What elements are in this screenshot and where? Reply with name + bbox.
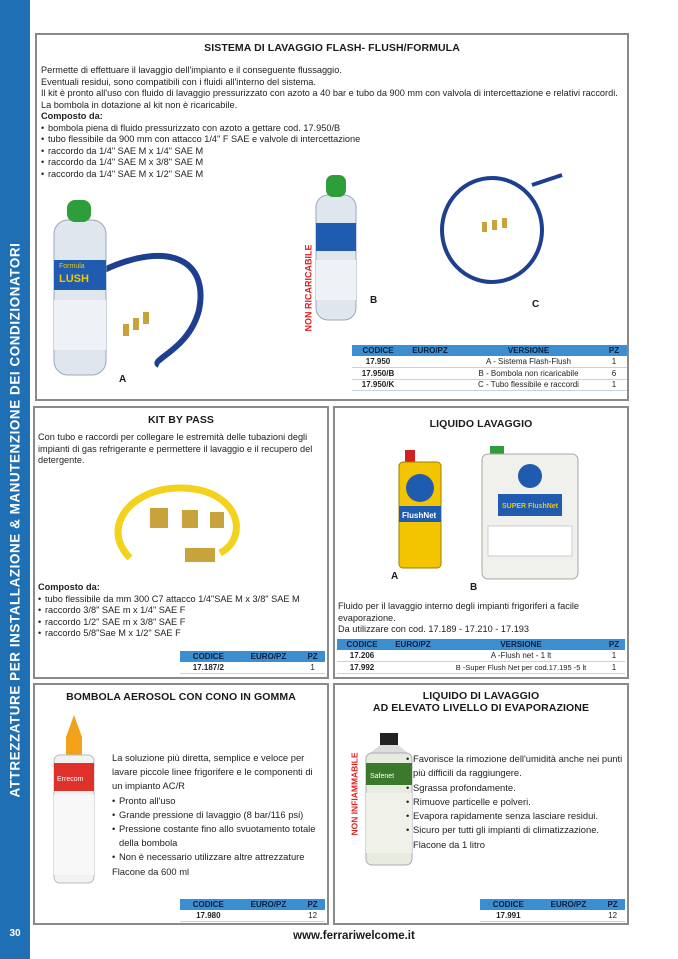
section-intro: Con tubo e raccordi per collegare le estremità delle tubazioni degli impianti di gas refrigerante e permettere il lavaggio e il recupero del detergente. [38, 432, 313, 465]
description-line: Fluido per il lavaggio interno degli impianti frigoriferi a facile evaporazione. [338, 601, 580, 623]
table-row [480, 910, 625, 922]
description-line: Da utilizzare con cod. 17.189 - 17.210 - 17.193 [338, 624, 530, 634]
list-item: • Pressione costante fino allo svuotamento totale della bombola [112, 822, 324, 850]
description-text: La soluzione più diretta, semplice e veloce per lavare piccole linee frigorifere e le componenti di un impianto AC/R [112, 752, 313, 792]
table-cell [237, 662, 300, 674]
table-cell: 17.206 [337, 650, 387, 662]
super-flushnet-tank-image [480, 446, 580, 581]
section-intro [41, 65, 625, 180]
product-table [352, 345, 627, 391]
table-cell: 17.950/K [352, 379, 404, 391]
table-row [337, 650, 625, 662]
table-cell: B -Super Flush Net per cod.17.195 -5 lt [439, 662, 603, 674]
table-row [337, 662, 625, 674]
intro-line: Il kit è pronto all'uso con fluido di lavaggio pressurizzato con azoto a 40 bar e tubo da 900 mm con valvola di intercettazione e relativi raccordi. [41, 88, 618, 98]
component-block [38, 582, 326, 640]
list-item: • Sicuro per tutti gli impianti di climatizzazione. [406, 823, 625, 837]
svg-text:FlushNet: FlushNet [402, 511, 437, 520]
list-item: • Pronto all'uso [112, 794, 324, 808]
component-list [38, 594, 326, 640]
bottle-b-image [314, 175, 358, 325]
section-title: BOMBOLA AEROSOL CON CONO IN GOMMA [66, 691, 296, 703]
table-row [352, 356, 627, 368]
section-description [406, 752, 625, 852]
table-cell [537, 910, 600, 922]
hose-c-image [437, 170, 567, 290]
photo-label-a: A [391, 571, 399, 582]
section-kit-by-pass [33, 406, 329, 679]
table-cell: 1 [601, 356, 627, 368]
table-header: EURO/PZ [237, 899, 300, 910]
list-item: • Evapora rapidamente senza lasciare residui. [406, 809, 625, 823]
table-header: EURO/PZ [387, 639, 439, 650]
list-item: • Sgrassa profondamente. [406, 781, 625, 795]
table-cell: A - Sistema Flash-Flush [456, 356, 601, 368]
title-line: AD ELEVATO LIVELLO DI EVAPORAZIONE [372, 702, 590, 714]
flush-kit-image [49, 200, 219, 380]
section-title: KIT BY PASS [147, 414, 215, 426]
section-bombola-aerosol [33, 683, 329, 925]
table-row [352, 368, 627, 380]
non-ricaricabile-label: NON RICARICABILE [303, 244, 314, 332]
list-item: • Favorisce la rimozione dell'umidità anche nei punti più difficili da raggiungere. [406, 752, 625, 781]
list-item: • bombola piena di fluido pressurizzato con azoto a gettare cod. 17.950/B [41, 123, 625, 135]
composto-label: Composto da: [41, 111, 103, 121]
table-header: CODICE [480, 899, 537, 910]
composto-label: Composto da: [38, 582, 100, 592]
table-header: PZ [601, 345, 627, 356]
table-header: VERSIONE [456, 345, 601, 356]
footer-url[interactable]: www.ferrariwelcome.it [293, 930, 415, 942]
table-cell: 12 [600, 910, 625, 922]
table-row [180, 662, 325, 674]
table-cell: 1 [603, 662, 625, 674]
table-cell [404, 379, 456, 391]
table-header: PZ [300, 651, 325, 662]
product-table [480, 899, 625, 922]
feature-list [112, 794, 324, 865]
table-header: CODICE [337, 639, 387, 650]
table-header: VERSIONE [439, 639, 603, 650]
svg-text:SUPER FlushNet: SUPER FlushNet [502, 503, 559, 510]
table-cell [404, 368, 456, 380]
intro-line: La bombola in dotazione al kit non è ricaricabile. [41, 99, 238, 110]
table-cell: 1 [300, 662, 325, 674]
table-cell: C - Tubo flessibile e raccordi [456, 379, 601, 391]
sidebar [0, 0, 30, 959]
table-header: CODICE [352, 345, 404, 356]
list-item: • tubo flessibile da 900 mm con attacco 1/4" F SAE e valvole di intercettazione [41, 134, 625, 146]
table-cell [404, 356, 456, 368]
table-header: EURO/PZ [404, 345, 456, 356]
table-cell: 17.950/B [352, 368, 404, 380]
table-cell: A -Flush net - 1 lt [439, 650, 603, 662]
section-liquido-evaporazione [333, 683, 629, 925]
list-item: • raccordo da 1/4" SAE M x 3/8" SAE M [41, 157, 625, 169]
list-item: • Non è necessario utilizzare altre attrezzature [112, 850, 324, 864]
photo-label-c: C [532, 299, 540, 310]
photo-label-b: B [370, 295, 378, 306]
list-item: • Grande pressione di lavaggio (8 bar/116 psi) [112, 808, 324, 822]
photo-label-a: A [119, 374, 127, 385]
svg-text:Errecom: Errecom [57, 776, 84, 783]
list-item: • raccordo da 1/4" SAE M x 1/2" SAE M [41, 169, 625, 181]
table-cell: 17.950 [352, 356, 404, 368]
page-number: 30 [9, 928, 21, 939]
section-title [335, 690, 627, 714]
product-table [337, 639, 625, 674]
by-pass-kit-image [110, 468, 260, 578]
table-cell: 12 [300, 910, 325, 922]
list-item: • raccordo 3/8" SAE m x 1/4" SAE F [38, 605, 326, 617]
table-header: PZ [603, 639, 625, 650]
table-header: PZ [300, 899, 325, 910]
product-table [180, 899, 325, 922]
svg-text:LUSH: LUSH [59, 273, 89, 285]
intro-line: Eventuali residui, sono compatibili con i fluidi all'interno del sistema. [41, 76, 316, 87]
table-header: EURO/PZ [237, 651, 300, 662]
aerosol-can-image [52, 715, 96, 885]
section-description [112, 751, 324, 879]
photo-label-b: B [470, 582, 478, 593]
flushnet-can-image [397, 450, 443, 570]
list-item: • raccordo 5/8"Sae M x 1/2" SAE F [38, 628, 326, 640]
section-title: SISTEMA DI LAVAGGIO FLASH- FLUSH/FORMULA [204, 42, 460, 54]
section-title: LIQUIDO LAVAGGIO [429, 418, 533, 430]
list-item: • raccordo 1/2" SAE m x 3/8" SAE F [38, 617, 326, 629]
table-cell [387, 662, 439, 674]
intro-line: Permette di effettuare il lavaggio dell'impianto e il conseguente flussaggio. [41, 65, 342, 75]
table-cell: 17.991 [480, 910, 537, 922]
capacity-line: Flacone da 600 ml [112, 865, 190, 877]
table-cell: 17.992 [337, 662, 387, 674]
section-description [338, 601, 626, 636]
list-item: • tubo flessibile da mm 300 C7 attacco 1/4"SAE M x 3/8" SAE M [38, 594, 326, 606]
table-cell: 6 [601, 368, 627, 380]
section-liquido-lavaggio [333, 406, 629, 679]
table-cell [237, 910, 300, 922]
feature-list [406, 752, 625, 838]
table-cell: 17.187/2 [180, 662, 237, 674]
table-cell [387, 650, 439, 662]
list-item: • raccordo da 1/4" SAE M x 1/4" SAE M [41, 146, 625, 158]
capacity-line: Flacone da 1 litro [413, 838, 485, 850]
svg-text:Formula: Formula [59, 263, 85, 270]
table-header: PZ [600, 899, 625, 910]
sidebar-title: ATTREZZATURE PER INSTALLAZIONE & MANUTENZIONE DEI CONDIZIONATORI [7, 242, 23, 798]
table-header: CODICE [180, 899, 237, 910]
svg-text:Safenet: Safenet [370, 773, 395, 780]
table-row [180, 910, 325, 922]
section-flush-system [35, 33, 629, 401]
product-table [180, 651, 325, 674]
table-cell: B - Bombola non ricaricabile [456, 368, 601, 380]
non-infiammabile-label: NON INFIAMMABILE [349, 752, 360, 836]
table-cell: 1 [603, 650, 625, 662]
table-header: EURO/PZ [537, 899, 600, 910]
table-header: CODICE [180, 651, 237, 662]
list-item: • Rimuove particelle e polveri. [406, 795, 625, 809]
table-row [352, 379, 627, 391]
title-line: LIQUIDO DI LAVAGGIO [422, 690, 540, 702]
table-cell: 17.980 [180, 910, 237, 922]
table-cell: 1 [601, 379, 627, 391]
